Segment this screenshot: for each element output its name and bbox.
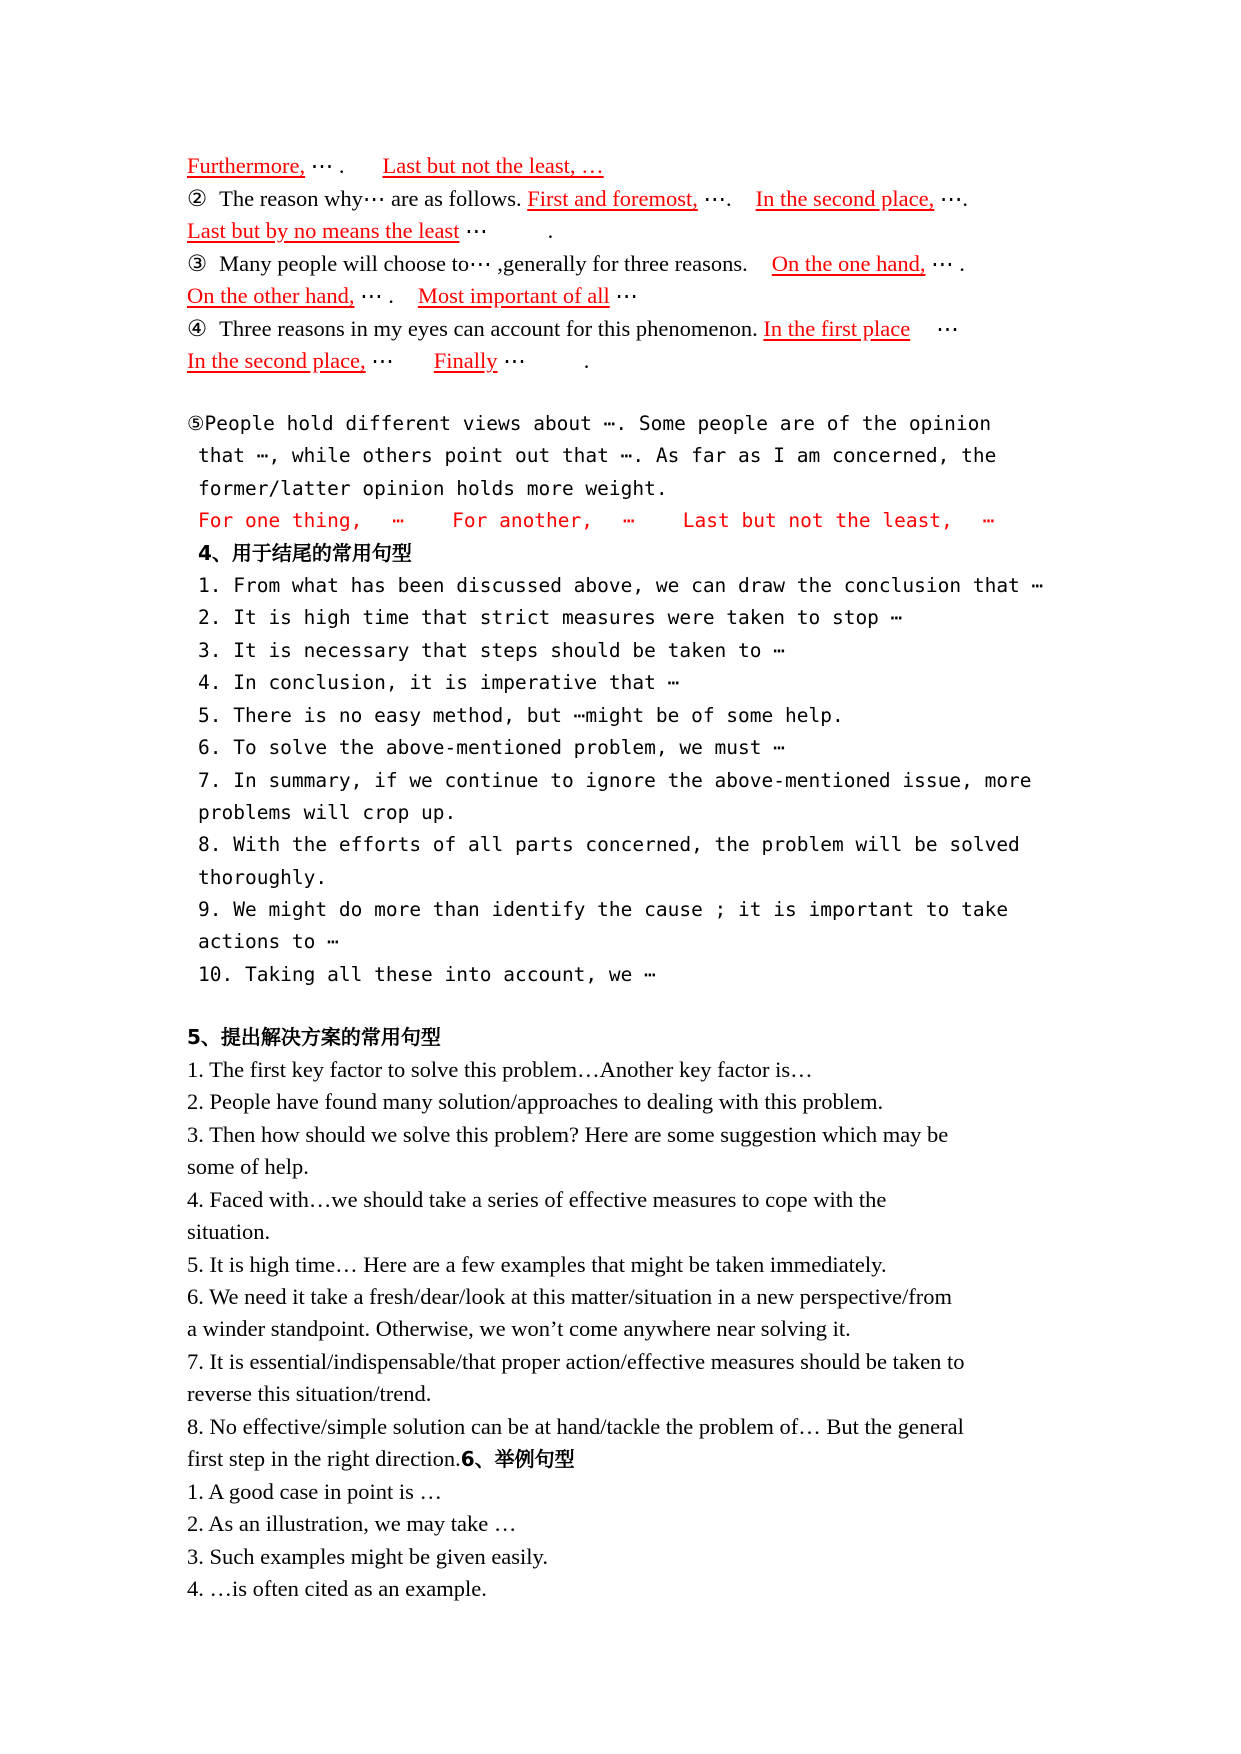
ellipsis: ⋯: [497, 348, 526, 373]
item-3-line-2: [187, 280, 638, 312]
conclusion-line: 6. To solve the above-mentioned problem, we must ⋯: [198, 736, 785, 759]
example-line: 3. Such examples might be given easily.: [187, 1544, 548, 1569]
conclusion-line: 10. Taking all these into account, we ⋯: [198, 963, 656, 986]
solution-line: some of help.: [187, 1154, 309, 1179]
ellipsis: ⋯: [609, 283, 638, 308]
item-4-line-2: [187, 345, 589, 377]
example-line: 4. …is often cited as an example.: [187, 1576, 487, 1601]
phrase-first-and-foremost: First and foremost,: [527, 186, 698, 211]
phrase-on-the-other-hand: On the other hand,: [187, 283, 355, 308]
item-3-line-1: [187, 248, 965, 280]
phrase-in-the-second-place: In the second place,: [755, 186, 935, 211]
phrase-for-another: For another,: [452, 509, 594, 532]
solution-line: 4. Faced with…we should take a series of effective measures to cope with the: [187, 1187, 887, 1212]
ellipsis: ⋯ .: [354, 283, 394, 308]
phrase-in-the-first-place: In the first place: [763, 316, 911, 341]
conclusion-line: 3. It is necessary that steps should be taken to ⋯: [198, 639, 785, 662]
item-2-lead: The reason why⋯ are as follows.: [219, 186, 522, 211]
item-4-lead: Three reasons in my eyes can account for this phenomenon.: [219, 316, 758, 341]
solution-line: 5. It is high time… Here are a few examples that might be taken immediately.: [187, 1252, 887, 1277]
ellipsis: ⋯: [623, 509, 635, 532]
ellipsis: ⋯: [392, 509, 405, 532]
transition-line-1: [187, 150, 604, 182]
item-4-line-1: [187, 313, 959, 345]
circled-marker-4: ④: [187, 316, 208, 341]
solution-line: 7. It is essential/indispensable/that proper action/effective measures should be taken to: [187, 1349, 965, 1374]
item-2-line-2: [187, 215, 553, 247]
section-6-heading: 6、举例句型: [460, 1447, 575, 1471]
ellipsis: ⋯ .: [305, 153, 345, 178]
conclusion-line: 8. With the efforts of all parts concerned, the problem will be solved: [198, 833, 1020, 856]
ellipsis: ⋯: [936, 316, 959, 341]
conclusion-line: 5. There is no easy method, but ⋯might be of some help.: [198, 704, 844, 727]
conclusion-line: 9. We might do more than identify the cause ; it is important to take: [198, 898, 1009, 921]
ellipsis: ⋯.: [934, 186, 968, 211]
section-4-heading: 4、用于结尾的常用句型: [198, 541, 412, 565]
item-3-lead: Many people will choose to⋯ ,generally for three reasons.: [219, 251, 748, 276]
solution-line: 2. People have found many solution/approaches to dealing with this problem.: [187, 1089, 884, 1114]
item-5-line-2: that ⋯, while others point out that ⋯. As far as I am concerned, the: [198, 444, 997, 467]
item-5-line-3: former/latter opinion holds more weight.: [198, 477, 668, 500]
ellipsis: ⋯ .: [925, 251, 965, 276]
phrase-most-important-of-all: Most important of all: [417, 283, 610, 308]
conclusion-line: thoroughly.: [198, 866, 328, 889]
phrase-finally: Finally: [433, 348, 498, 373]
solution-line: 8. No effective/simple solution can be at hand/tackle the problem of… But the general: [187, 1414, 964, 1439]
circled-marker-2: ②: [187, 186, 208, 211]
phrase-in-the-second-place-2: In the second place,: [187, 348, 366, 373]
phrase-last-but-not-least: Last but not the least, …: [382, 153, 604, 178]
circled-marker-3: ③: [187, 251, 208, 276]
conclusion-line: 7. In summary, if we continue to ignore the above-mentioned issue, more: [198, 769, 1032, 792]
conclusion-line: actions to ⋯: [198, 930, 339, 953]
conclusion-line: 1. From what has been discussed above, we can draw the conclusion that ⋯: [198, 574, 1044, 597]
ellipsis: ⋯: [459, 218, 488, 243]
solution-line-last: first step in the right direction.: [187, 1446, 461, 1471]
solution-line: a winder standpoint. Otherwise, we won’t come anywhere near solving it.: [187, 1316, 851, 1341]
phrase-on-the-one-hand: On the one hand,: [771, 251, 926, 276]
solution-line-with-heading: [187, 1443, 575, 1475]
example-line: 2. As an illustration, we may take …: [187, 1511, 517, 1536]
ellipsis: ⋯: [365, 348, 394, 373]
solution-line: 3. Then how should we solve this problem? Here are some suggestion which may be: [187, 1122, 949, 1147]
solution-line: reverse this situation/trend.: [187, 1381, 432, 1406]
solution-line: 1. The first key factor to solve this problem…Another key factor is…: [187, 1057, 813, 1082]
section-5-heading: 5、提出解决方案的常用句型: [187, 1025, 441, 1049]
period: .: [547, 218, 554, 243]
conclusion-line: 2. It is high time that strict measures were taken to stop ⋯: [198, 606, 903, 629]
solution-line: 6. We need it take a fresh/dear/look at this matter/situation in a new perspective/from: [187, 1284, 953, 1309]
ellipsis: ⋯.: [697, 186, 732, 211]
conclusion-line: 4. In conclusion, it is imperative that ⋯: [198, 671, 680, 694]
phrase-furthermore: Furthermore,: [187, 153, 306, 178]
example-line: 1. A good case in point is …: [187, 1479, 442, 1504]
phrase-for-one-thing: For one thing,: [198, 509, 363, 532]
solution-line: situation.: [187, 1219, 271, 1244]
conclusion-line: problems will crop up.: [198, 801, 457, 824]
item-5-line-1: ⑤People hold different views about ⋯. Some people are of the opinion: [187, 412, 992, 435]
item-5-line-4: [198, 505, 995, 537]
phrase-last-but-by-no-means: Last but by no means the least: [187, 218, 460, 243]
phrase-last-but-not-the-least: Last but not the least,: [682, 509, 953, 532]
item-2-line-1: [187, 183, 968, 215]
period: .: [583, 348, 590, 373]
ellipsis: ⋯: [982, 509, 995, 532]
